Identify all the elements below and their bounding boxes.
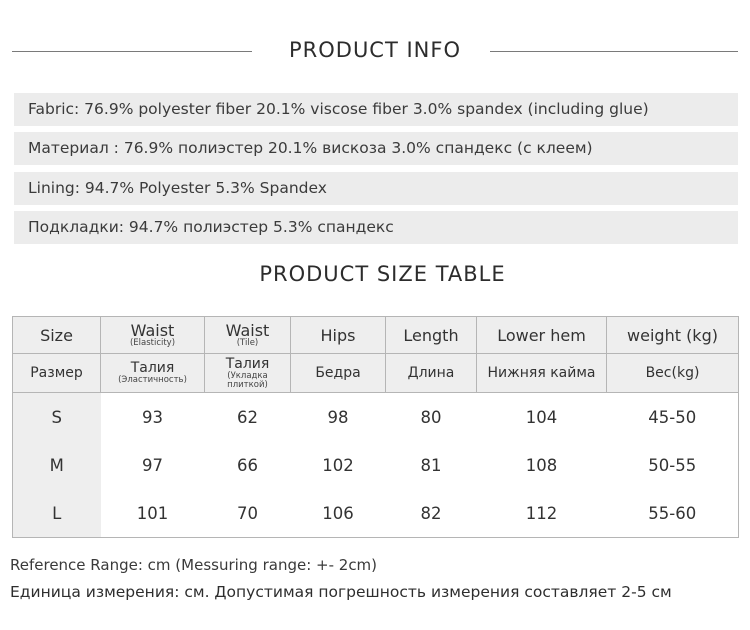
table-cell: 108	[525, 455, 558, 475]
table-cell: 81	[420, 455, 442, 475]
table-row	[13, 393, 739, 442]
table-cell: 97	[142, 455, 163, 475]
size-table	[12, 316, 739, 538]
header-size: Size	[13, 317, 101, 354]
header-length: Length	[386, 317, 477, 354]
info-row-material-ru: Материал : 76.9% полиэстер 20.1% вискоза 3.0% спандекс (с клеем)	[14, 132, 738, 165]
table-cell: 82	[386, 489, 477, 538]
title-divider-right	[490, 51, 738, 52]
table-cell: 62	[237, 407, 258, 427]
table-cell: 70	[205, 489, 291, 538]
size-table-header-en	[13, 317, 739, 354]
table-cell: 98	[327, 407, 349, 427]
header-ru-lower-hem: Нижняя кайма	[477, 354, 607, 393]
header-weight: weight (kg)	[607, 317, 739, 354]
info-row-lining: Lining: 94.7% Polyester 5.3% Spandex	[14, 172, 738, 205]
header-waist-tile: Waist (Tile)	[205, 317, 291, 354]
table-cell: 93	[142, 407, 163, 427]
table-cell: 55-60	[607, 489, 739, 538]
table-cell: 101	[101, 489, 205, 538]
measurement-unit-note-ru: Единица измерения: см. Допустимая погрешность измерения составляет 2-5 см	[10, 583, 672, 601]
info-row-lining-ru: Подкладки: 94.7% полиэстер 5.3% спандекс	[14, 211, 738, 244]
info-row-fabric: Fabric: 76.9% polyester fiber 20.1% viscose fiber 3.0% spandex (including glue)	[14, 93, 738, 126]
size-cell: L	[13, 489, 101, 538]
table-cell: 112	[477, 489, 607, 538]
header-ru-length: Длина	[386, 354, 477, 393]
header-waist-elasticity: Waist (Elasticity)	[101, 317, 205, 354]
header-lower-hem: Lower hem	[477, 317, 607, 354]
table-cell: 66	[237, 455, 258, 475]
table-row	[13, 489, 739, 538]
size-cell: M	[13, 441, 101, 489]
header-ru-weight: Вес(kg)	[607, 354, 739, 393]
table-row	[13, 441, 739, 489]
table-cell: 45-50	[607, 393, 739, 442]
table-cell: 50-55	[607, 441, 739, 489]
table-cell: 102	[322, 455, 354, 475]
header-ru-waist-elasticity: Талия (Эластичность)	[101, 354, 205, 393]
reference-range-note: Reference Range: cm (Messuring range: +- 2cm)	[10, 556, 378, 574]
size-table-header-ru	[13, 354, 739, 393]
product-info-title: PRODUCT INFO	[288, 38, 461, 62]
header-ru-size: Размер	[13, 354, 101, 393]
table-cell: 106	[291, 489, 386, 538]
size-table-title: PRODUCT SIZE TABLE	[259, 262, 506, 286]
header-ru-hips: Бедра	[291, 354, 386, 393]
product-info-title-row	[0, 30, 750, 74]
header-hips: Hips	[291, 317, 386, 354]
header-ru-waist-tile: Талия (Укладка плиткой)	[205, 354, 291, 393]
table-cell: 104	[525, 407, 558, 427]
table-cell: 80	[420, 407, 442, 427]
size-cell: S	[13, 393, 101, 442]
